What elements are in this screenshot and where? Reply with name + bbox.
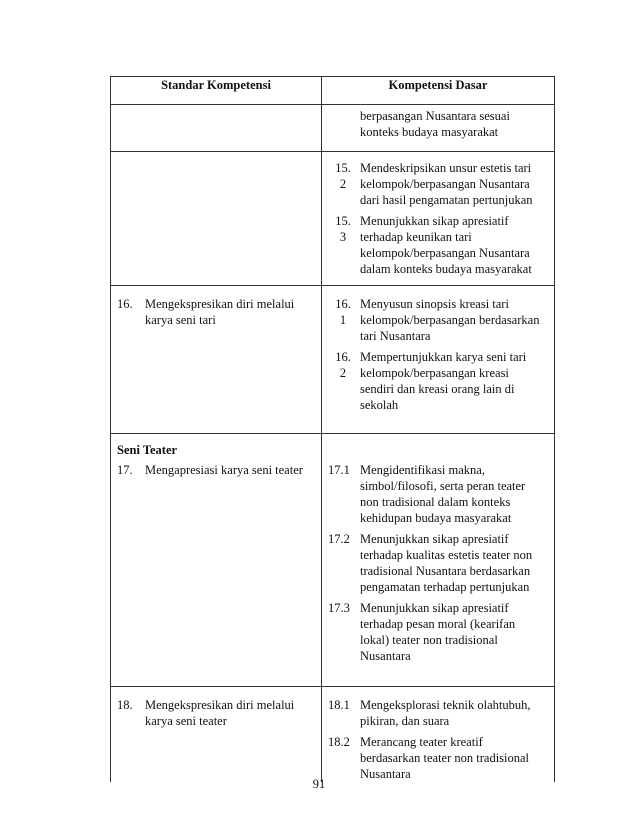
kd-item	[328, 531, 548, 595]
sk-cell-empty	[111, 152, 322, 286]
kd-text: Mengidentifikasi makna, simbol/filosofi, serta peran teater non tradisional dalam konteks kehidupan budaya masyarakat	[360, 463, 526, 525]
header-kompetensi-dasar: Kompetensi Dasar	[322, 77, 555, 105]
kd-cell	[322, 105, 555, 152]
kd-number: 17.3	[328, 601, 350, 615]
sk-item	[117, 462, 317, 478]
kd-item	[328, 160, 548, 208]
kd-item	[328, 213, 548, 277]
table-header-row	[111, 77, 555, 105]
sk-text: Mengekspresikan diri melalui karya seni teater	[145, 698, 295, 728]
kd-item	[328, 734, 548, 782]
sk-number: 17.	[117, 463, 133, 477]
sk-number: 18.	[117, 698, 133, 712]
section-title: Seni Teater	[117, 443, 178, 457]
kd-number: 17.2	[328, 532, 350, 546]
kd-number: 16. 2	[335, 350, 351, 380]
sk-text: Mengapresiasi karya seni teater	[145, 463, 303, 477]
kd-text: Menunjukkan sikap apresiatif terhadap keunikan tari kelompok/berpasangan Nusantara dalam konteks budaya masyarakat	[360, 214, 532, 276]
kd-text: Menyusun sinopsis kreasi tari kelompok/berpasangan berdasarkan tari Nusantara	[360, 297, 540, 343]
sk-cell	[111, 687, 322, 783]
kd-number: 17.1	[328, 463, 350, 477]
sk-cell	[111, 434, 322, 687]
table-row	[111, 687, 555, 783]
kd-number: 18.1	[328, 698, 350, 712]
kd-continuation-line: berpasangan Nusantara sesuai	[360, 109, 510, 123]
sk-item	[117, 296, 317, 328]
kd-text: Mengeksplorasi teknik olahtubuh, pikiran, dan suara	[360, 698, 531, 728]
sk-item	[117, 697, 317, 729]
page-number: 91	[312, 777, 326, 791]
kd-number: 16. 1	[335, 297, 351, 327]
sk-cell-empty	[111, 105, 322, 152]
kd-item	[328, 296, 548, 344]
kd-continuation-line: konteks budaya masyarakat	[360, 125, 499, 139]
sk-text: Mengekspresikan diri melalui karya seni tari	[145, 297, 295, 327]
table-row	[111, 152, 555, 286]
sk-cell	[111, 286, 322, 434]
kd-item	[328, 462, 548, 526]
kd-number: 15. 3	[335, 214, 351, 244]
kd-cell	[322, 434, 555, 687]
table-row	[111, 434, 555, 687]
kd-number: 18.2	[328, 735, 350, 749]
competency-table	[110, 76, 555, 782]
kd-item	[328, 697, 548, 729]
kd-text: Menunjukkan sikap apresiatif terhadap kualitas estetis teater non tradisional Nusantara berdasarkan pengamatan terhadap pertunjukan	[360, 532, 533, 594]
header-standar-kompetensi: Standar Kompetensi	[111, 77, 322, 105]
kd-text: Merancang teater kreatif berdasarkan teater non tradisional Nusantara	[360, 735, 530, 781]
kd-number: 15. 2	[335, 161, 351, 191]
kd-text: Mempertunjukkan karya seni tari kelompok/berpasangan kreasi sendiri dan kreasi orang lain di sekolah	[360, 350, 527, 412]
sk-number: 16.	[117, 297, 133, 311]
kd-cell	[322, 687, 555, 783]
table-row	[111, 105, 555, 152]
kd-cell	[322, 152, 555, 286]
kd-text: Menunjukkan sikap apresiatif terhadap pesan moral (kearifan lokal) teater non tradisional Nusantara	[360, 601, 516, 663]
kd-item	[328, 600, 548, 664]
table-row	[111, 286, 555, 434]
kd-text: Mendeskripsikan unsur estetis tari kelompok/berpasangan Nusantara dari hasil pengamatan pertunjukan	[360, 161, 533, 207]
kd-cell	[322, 286, 555, 434]
kd-item	[328, 349, 548, 413]
